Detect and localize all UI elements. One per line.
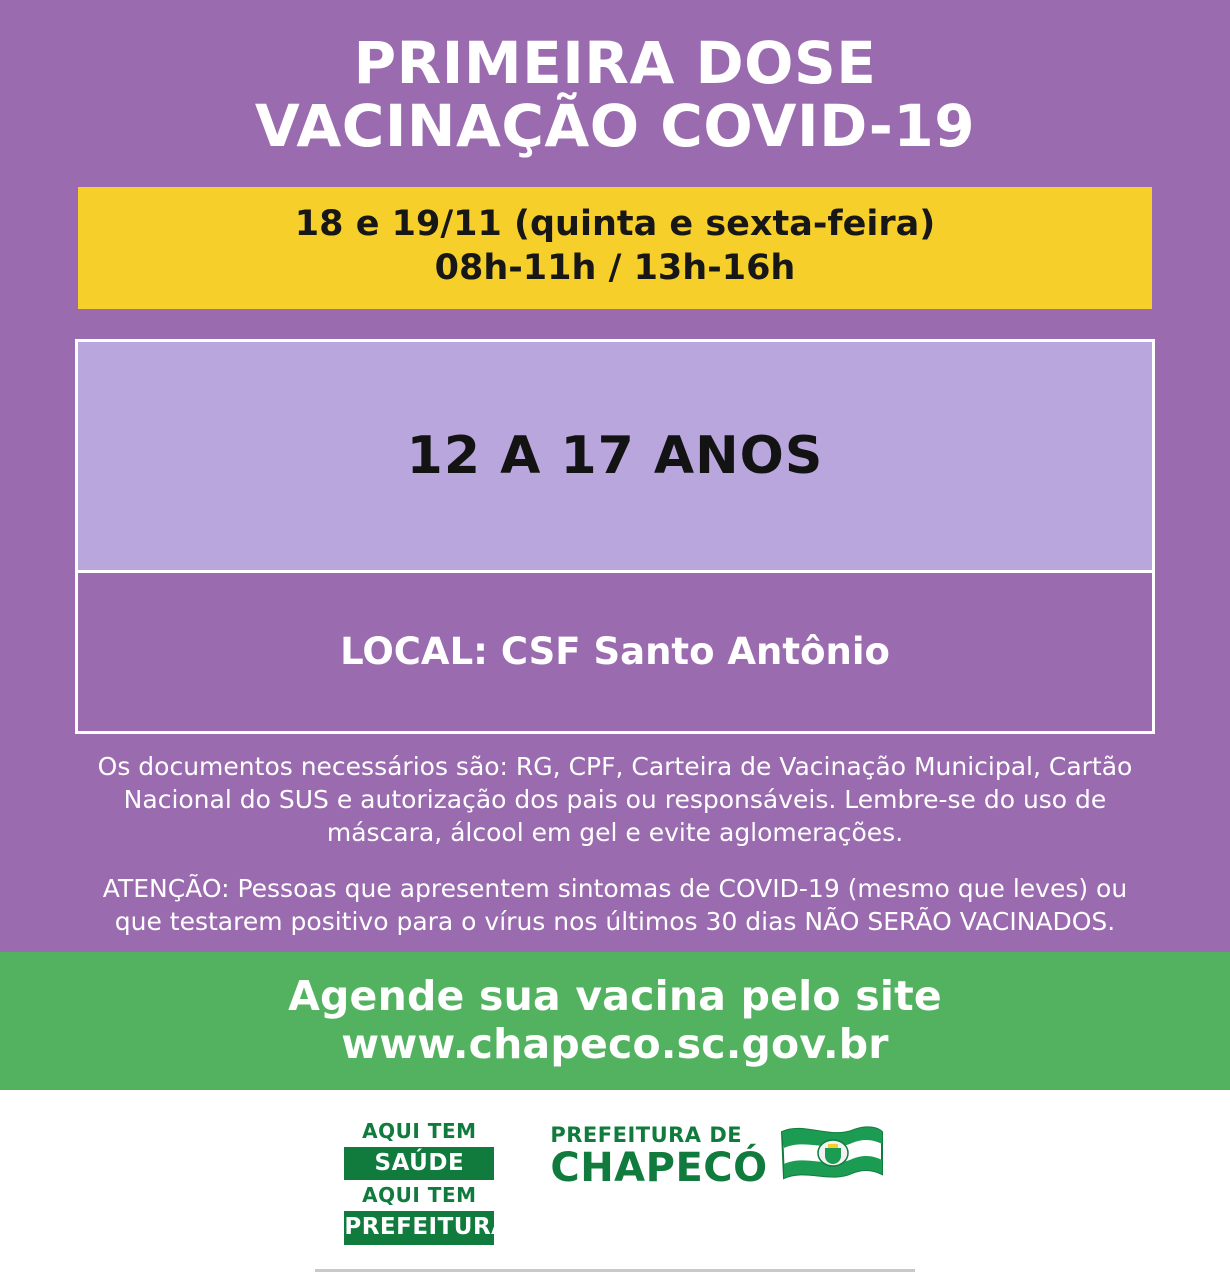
date-line-2: 08h-11h / 13h-16h xyxy=(434,248,796,288)
date-band xyxy=(78,187,1152,309)
notes-section xyxy=(0,734,1230,938)
website-text: Agende sua vacina pelo site www.chapeco.sc.gov.br xyxy=(288,972,942,1068)
aqui-tem-line-3: AQUI TEM xyxy=(362,1183,477,1208)
headline-line-2: VACINAÇÃO COVID-19 xyxy=(254,91,976,160)
aqui-tem-line-1: AQUI TEM xyxy=(362,1119,477,1143)
prefeitura-logo-text xyxy=(550,1122,768,1191)
aqui-tem-line-4: PREFEITURA xyxy=(344,1211,494,1244)
aqui-tem-line-2: SAÚDE xyxy=(344,1147,494,1180)
footer-divider xyxy=(315,1269,915,1272)
prefeitura-big-text: CHAPECÓ xyxy=(550,1144,768,1191)
info-box xyxy=(75,339,1155,734)
chapeco-flag-icon xyxy=(778,1120,886,1192)
age-label: 12 A 17 ANOS xyxy=(406,425,824,486)
date-line-1: 18 e 19/11 (quinta e sexta-feira) xyxy=(294,204,936,245)
aqui-tem-saude-logo xyxy=(344,1119,510,1245)
attention-note: ATENÇÃO: Pessoas que apresentem sintomas de COVID-19 (mesmo que leves) ou que testarem positivo para o vírus nos últimos 30 dias NÃO SERÃO VACINADOS. xyxy=(102,873,1128,936)
prefeitura-small-text: PREFEITURA DE xyxy=(550,1122,743,1147)
page-title xyxy=(0,18,1230,165)
local-label: LOCAL: CSF Santo Antônio xyxy=(340,630,890,674)
prefeitura-chapeco-logo xyxy=(550,1120,885,1192)
local-box xyxy=(78,573,1152,731)
footer-logos xyxy=(0,1090,1230,1280)
documents-note: Os documentos necessários são: RG, CPF, Carteira de Vacinação Municipal, Cartão Nacional do SUS e autorização dos pais ou responsáveis. Lembre-se do uso de máscara, álcool em gel e evite aglomerações. xyxy=(97,751,1133,848)
age-box xyxy=(78,342,1152,573)
headline-line-1: PRIMEIRA DOSE xyxy=(353,29,877,97)
green-band xyxy=(0,952,1230,1090)
